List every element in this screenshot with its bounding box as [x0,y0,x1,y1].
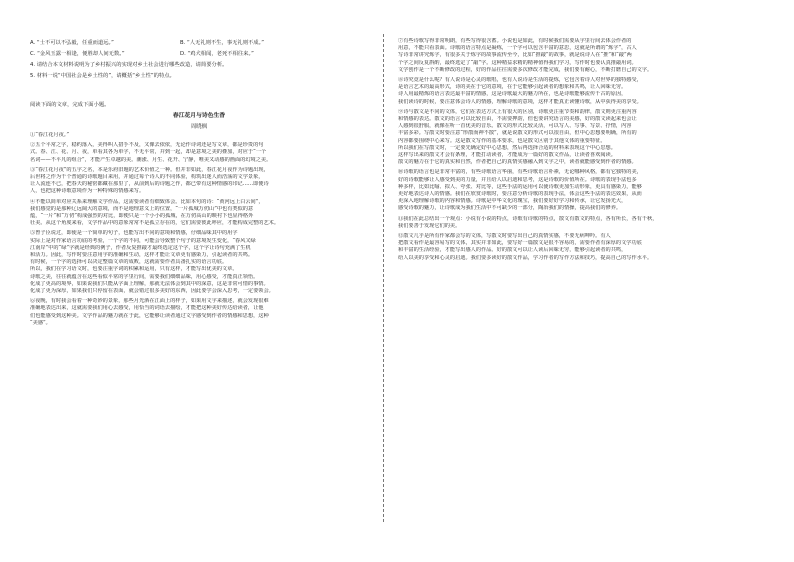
text-line: 更好地表达诗人的情感。我们在欣赏诗歌时，要注意分析诗歌的表现手法，体会这些手法的表达效果，从而 [398,191,642,198]
text-line: 把散文看作是最容易写的文体，其实并非如此，要写好一篇散文是很不容易的，需要作者有深厚的文学功底 [398,240,642,247]
option-row-2 [30,49,368,60]
text-line: 所以我们在写散文时，一定要先确定好中心思想，然后再选择合适的材料来表现这个中心思想。 [398,144,616,151]
text-line: ⑫散文几乎是所有作家都会写的文体，写散文时要写出自己的真情实感，不要无病呻吟。有人 [398,233,611,240]
option-a: A. “士不可以不弘毅，任重而道远。” [30,40,114,46]
column-divider [383,34,384,522]
text-line: 人感到很舒服，就像在听一首优美的音乐。散文的形式比较灵活，可以写人、写事、写景、抒情，内容 [398,123,632,130]
text-line: 化成了更高的境界，如果说我们只能从字面上理解，那就无法体会到其中的深意，这是非常可惜的事情。 [30,280,269,287]
text-line: 让人流连不已，把春天的秘密都藏在那里了，从前到后的诗题之作，都已带有这种情感的印记……即便诗 [30,181,269,188]
text-line: 准确地表达出来，这就需要我们用心去感受，用恰当的词语去描绘，才能把这种美好传达给读者，让他 [30,305,264,312]
text-line: 文学创作是一个不断修改的过程，好的作品往往需要多次修改才能完成，我们要有耐心，不断打磨自己的文字。 [398,66,653,73]
text-line: 后世将之作为干个普通的诗歌题目来用，并通过每个诗人的不同体验，构筑出迷人而浩荡的文学景象， [30,174,264,181]
question-4: 4. 请结合本文材料说明为了乡村振兴的实现对乡土社会进行哪些改造，请简要分析。 [30,62,228,68]
question-5: 5. 材料一说“中国社会是乡土性的”，请概括“乡土性”的特点。 [30,73,175,79]
text-line: 式。春、江、花、月、夜，单看其各为单字，不无平常，并到一起，却是意境之美的叠加，对应于“一个 [30,149,267,156]
right-column [398,38,764,265]
text-line: 实际上是对作家语言功底的考验，一个字的不同，可能会导致整个句子的意境发生变化，“春风又绿 [30,237,256,244]
paragraph [398,216,764,230]
text-line: 我们读诗的时候，要注意体会诗人的情感，理解诗歌的意境，这样才能真正读懂诗歌，从中获得美的享受。 [398,98,642,105]
text-line: 和丰富的生活经验，才能写出感人的作品。好的散文可以让人读后回味无穷，能够引起读者的共鸣， [398,247,627,254]
text-line: ②五个平常之字，稳约落入，美得叫人措手不及，又像去依依，无论作诗词还是写文章，都是珍贵的句 [30,142,264,149]
answer-space [30,82,368,100]
text-line: 和活力。因此，写作时要注意用字的准确和生动，这样才能让文章更有感染力，引起读者的共鸣。 [30,252,254,259]
paragraph [398,77,764,106]
text-line: 感受诗歌的魅力，让诗歌成为我们生活中不可缺少的一部分，陶冶我们的情操，提高我们的修养。 [398,205,622,212]
text-line: 所以，我们在学习语文时，也要注重字词的积累和运用，只有这样，才能写出优美的文章。 [30,266,238,273]
paragraph [30,199,368,228]
text-line: ④不能以简单对应关系来理解文学作品，这需要读者有细致体会。比如本句的诗：“黄河远上白云间”， [30,198,264,205]
text-line: 壮美。从这个角度来看，文学作品中的意象常常不是孤立存在的，它们需要彼此呼应，才能构成完整的艺术。 [30,220,280,227]
paragraph [30,132,368,139]
text-line: 这样写出来的散文才会有条理，才能打动读者，才能成为一篇好的散文作品，让读者喜欢阅读。 [398,152,616,159]
paragraph [398,109,764,167]
left-article-body [30,132,368,327]
text-line: 蕴，“一片”和“万仞”构成强烈的对比，即便只是一个小小的孤城，在万仞高山的映衬下也显得格外 [30,213,254,220]
text-line: 种多样，比如比喻、拟人、夸张、对比等，这些手法的运用可以使诗歌更加生动形象，更具有感染力，能够 [398,183,642,190]
text-line: ①“春江花月夜。” [30,132,70,138]
paragraph [30,298,368,327]
text-line: 江南岸”中的“绿”字就是经典的例子，作者反复推敲才最终选定这个字，这个字让诗句充满了生机 [30,244,251,251]
left-column [30,38,368,330]
text-line: 名词——不平凡的组合”，才能产生卓越的美。潮涨、月生、花开、宁静，唯美又动感的画面的幻境之美。 [30,156,272,163]
text-line: 我们感觉的是那种辽远阔大的意境，而不是地理意义上的位置，“一片孤城万仞山”中也有类似的意 [30,205,254,212]
text-line: ⑥夜晚，有时我会看着一种奇妙的景象，那些月光洒在江面上的样子，如果用文字来描述，就会发现很难 [30,298,269,305]
text-line: 个字之间反复斟酌，最终选定了“敲”字。这种精益求精的精神值得我们学习，写作时也要认真推敲用词。 [398,59,637,66]
text-line: 我们要善于发现它们的美。 [398,222,461,229]
right-article-body [398,38,764,262]
text-line: ⑧诗究竟是什么呢？有人说诗是心灵的歌唱，也有人说诗是生活的提炼，它包含着诗人对世界的独特感受， [398,77,642,84]
text-line: 丰富多彩。写散文时要注意“形散而神不散”，就是说散文的形式可以很自由，但中心思想要明确，所有的 [398,130,637,137]
text-line: 内容都要围绕中心来写。这是散文写作的基本要求，也是散文区别于其他文体的重要特征。 [398,137,606,144]
text-line: ⑩诗歌的语言也是非常丰富的，有些诗歌语言华丽，有些诗歌语言朴素，无论哪种风格，都有它独特的美， [398,169,642,176]
text-line: 们也能感受到这种美。文学作品的魅力就在于此，它能够让读者通过文字感受到作者的情感和思想，这种 [30,312,269,319]
option-row-1 [30,38,368,49]
article-title: 春江花月与诗色生香 [172,113,226,119]
text-line: 诗人用最精炼的语言表达最丰富的情感，这是诗歌最大的魅力所在，也是诗歌能够流传千古的原因， [398,91,627,98]
text-line: ⑤曾子臣说过，即使是一个简单的句子，也能写出不同的意境和情感，仔细品味其中的用字 [30,230,238,237]
paragraph [30,230,368,295]
text-line: 诗歌之美，往往就蕴含在这些看似平常的字里行间，需要我们细细品味，用心感受，才能真正领悟。 [30,273,259,280]
text-line: 写诗非常讲究炼字，有很多关于炼字的故事流传至今，比如“推敲”的故事，就是说诗人在“推”和“敲”两 [398,52,632,59]
text-line: 和情感的表达。散文的语言可以比较自由，不需要押韵，但也要讲究语言的美感，好的散文读起来也会让 [398,116,637,123]
text-line: 散文的魅力在于它的真实和自然，作者把自己的真情实感融入到文字之中，读者就能感受到作者的情感。 [398,159,637,166]
text-line: 好的诗歌能够让人感受到美的力量，并且给人以启迪和思考，这是诗歌的价值所在。诗歌的表现手法也多 [398,176,637,183]
text-line: 人，也把这种诗歌意境作为一种特殊的情感来写。 [30,188,145,195]
text-line: ⑨诗与散文是不同的文体，它们在表达方式上有很大的区别，诗歌更注重节奏和韵律，散文则更注重内容 [398,108,637,115]
paragraph [398,233,764,262]
text-line: ⑪我们在此总结出一个观点：小说有小说的特点，诗歌有诗歌的特点，散文有散文的特点，各有所长，各有千秋， [398,215,658,222]
option-c: C. “金风玉露一相逢，便胜却人间无数。” [30,51,125,57]
text-line: 用意，不能只看表面。诗歌的语言特点是凝练，一个字可以包含丰富的意思，这就是所谓的“炼字”，古人 [398,45,637,52]
paragraph [30,142,368,164]
text-line: 是语言艺术的最高形式，诗的美在于它的意境，在于它能够引起读者的想象和共鸣，让人回味无穷。 [398,84,627,91]
option-d: D. “鸡犬相闻，老死不相往来。” [180,51,254,57]
text-line: 化成了更为深厚，如果我们只停留在表面，就会错过很多美好的东西，因此要学会深入思考，一定要领会。 [30,288,274,295]
text-line: 有时候，一个字的选择可以决定整篇文章的成败，这就需要作者具备扎实的语言功底。 [30,259,228,266]
paragraph [398,38,764,74]
paragraph [30,167,368,196]
paragraph [398,169,764,212]
option-b: B. “人无礼则不生，事无礼则不成。” [180,40,264,46]
text-line: ③“春江花月夜”的五字之名，本是乐府旧题的艺术价值之一种。但并非如此，春江花月夜作为诗题出现， [30,166,269,173]
text-line: 给人以美的享受和心灵的启迪。我们要多读好的散文作品，学习作者的写作方法和技巧，提高自己的写作水平。 [398,254,653,261]
reading-instruction: 阅读下面的文章，完成下面小题。 [30,102,110,108]
text-line: ⑦有些诗歌写得非常明朗，有些写得很含蓄。小说也是如此，有时候我们需要从字里行间去体会作者的 [398,38,632,44]
article-author: 周晓枫 [190,124,208,130]
text-line: 更深入地理解诗歌的内容和情感。诗歌是中华文化的瑰宝，我们要好好学习和传承，让它发扬光大， [398,198,627,205]
text-line: “美感”。 [30,319,51,326]
